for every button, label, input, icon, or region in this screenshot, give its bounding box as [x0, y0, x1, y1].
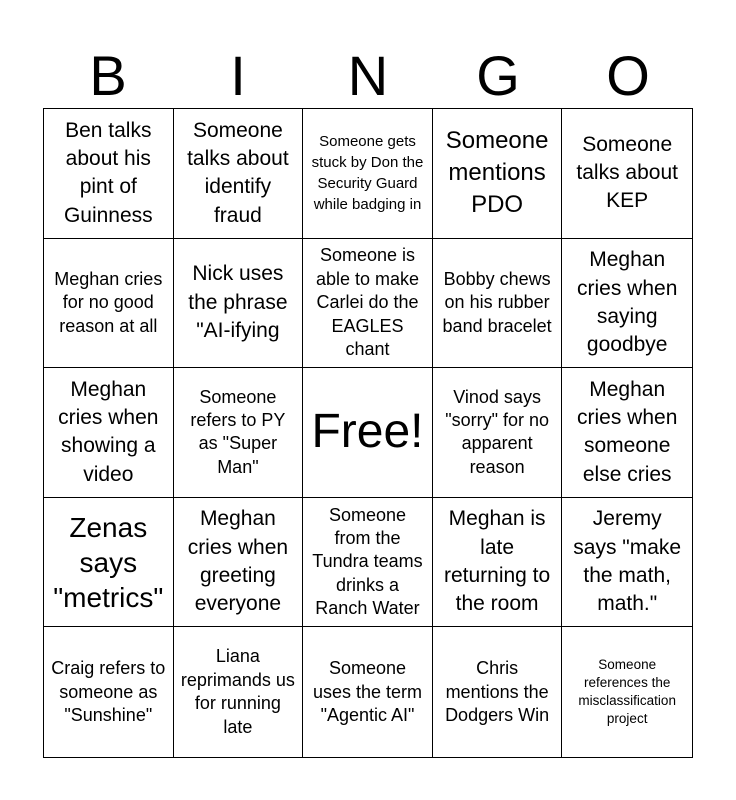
bingo-cell[interactable] [44, 368, 174, 498]
bingo-cell[interactable] [433, 109, 563, 239]
bingo-cell[interactable] [562, 109, 692, 239]
bingo-cell[interactable] [562, 239, 692, 369]
cell-text: Meghan cries for no good reason at all [54, 268, 163, 336]
cell-text: Craig refers to someone as "Sunshine" [51, 658, 166, 725]
cell-text: Someone talks about identify fraud [187, 118, 289, 227]
free-text: Free! [311, 405, 424, 459]
header-letter-g: G [476, 44, 520, 107]
cell-text: Someone is able to make Carlei do the EAGLES chant [315, 245, 420, 359]
free-cell[interactable] [303, 368, 433, 498]
cell-text: Nick uses the phrase "AI-ifying [188, 262, 288, 343]
bingo-cell[interactable] [433, 368, 563, 498]
cell-text: Someone uses the term "Agentic AI" [312, 658, 423, 725]
bingo-cell[interactable] [433, 239, 563, 369]
cell-text: Meghan cries when greeting everyone [187, 507, 289, 616]
bingo-header [43, 44, 693, 108]
cell-text: Zenas says "metrics" [53, 511, 164, 613]
bingo-cell[interactable] [174, 109, 304, 239]
cell-text: Meghan cries when showing a video [58, 377, 159, 486]
cell-text: Someone references the misclassification project [578, 656, 676, 727]
bingo-cell[interactable] [44, 109, 174, 239]
cell-text: Someone mentions PDO [445, 126, 549, 219]
cell-text: Someone refers to PY as "Super Man" [190, 386, 286, 477]
header-letter-b: B [89, 44, 127, 107]
bingo-cell[interactable] [44, 627, 174, 757]
cell-text: Chris mentions the Dodgers Win [445, 658, 550, 725]
bingo-cell[interactable] [562, 498, 692, 628]
bingo-cell[interactable] [303, 109, 433, 239]
bingo-cell[interactable] [174, 239, 304, 369]
cell-text: Meghan is late returning to the room [443, 507, 551, 616]
cell-text: Someone gets stuck by Don the Security Guard while badging in [311, 133, 424, 214]
cell-text: Someone talks about KEP [576, 132, 678, 213]
cell-text: Liana reprimands us for running late [180, 646, 295, 737]
bingo-cell[interactable] [44, 239, 174, 369]
cell-text: Meghan cries when saying goodbye [577, 248, 678, 357]
bingo-cell[interactable] [433, 498, 563, 628]
cell-text: Jeremy says "make the math, math." [573, 507, 682, 616]
cell-text: Ben talks about his pint of Guinness [63, 118, 153, 227]
bingo-cell[interactable] [303, 627, 433, 757]
bingo-cell[interactable] [562, 368, 692, 498]
header-letter-o: O [606, 44, 650, 107]
bingo-cell[interactable] [174, 498, 304, 628]
cell-text: Meghan cries when someone else cries [577, 377, 678, 486]
cell-text: Someone from the Tundra teams drinks a Ranch Water [312, 504, 423, 619]
bingo-cell[interactable] [303, 498, 433, 628]
bingo-cell[interactable] [44, 498, 174, 628]
bingo-cell[interactable] [303, 239, 433, 369]
bingo-cell[interactable] [174, 627, 304, 757]
bingo-cell[interactable] [174, 368, 304, 498]
header-letter-i: I [230, 44, 246, 107]
bingo-board [43, 108, 693, 758]
header-letter-n: N [347, 44, 389, 107]
cell-text: Vinod says "sorry" for no apparent reason [445, 386, 549, 477]
cell-text: Bobby chews on his rubber band bracelet [442, 268, 552, 336]
bingo-cell[interactable] [562, 627, 692, 757]
bingo-cell[interactable] [433, 627, 563, 757]
